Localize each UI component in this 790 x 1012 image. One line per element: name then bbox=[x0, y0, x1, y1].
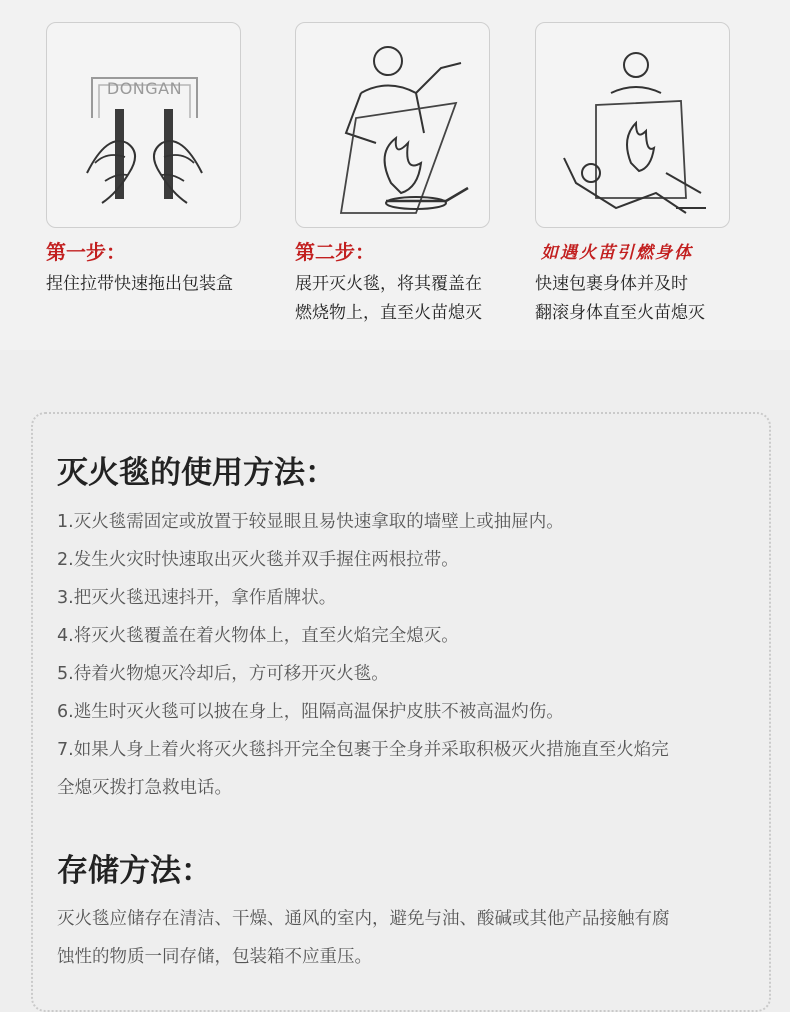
step-1-illustration bbox=[46, 22, 241, 228]
storage-heading: 存储方法： bbox=[57, 853, 212, 889]
list-item: 5.待着火物熄灭冷却后，方可移开灭火毯。 bbox=[57, 664, 389, 684]
list-item: 全熄灭拨打急救电话。 bbox=[57, 778, 232, 798]
list-item: 2.发生火灾时快速取出灭火毯并双手握住两根拉带。 bbox=[57, 550, 459, 570]
hands-pull-straps-icon bbox=[47, 23, 241, 228]
step-3-title: 如遇火苗引燃身体 bbox=[541, 243, 693, 263]
step-2-desc: 展开灭火毯，将其覆盖在 燃烧物上，直至火苗熄灭 bbox=[295, 274, 482, 323]
box-brand-text: DONGAN bbox=[106, 79, 183, 98]
step-1-desc: 捏住拉带快速拖出包装盒 bbox=[46, 274, 233, 294]
list-item: 6.逃生时灭火毯可以披在身上，阻隔高温保护皮肤不被高温灼伤。 bbox=[57, 702, 564, 722]
list-item: 7.如果人身上着火将灭火毯抖开完全包裹于全身并采取积极灭火措施直至火焰完 bbox=[57, 740, 669, 760]
step-1-title: 第一步： bbox=[46, 240, 126, 264]
list-item: 4.将灭火毯覆盖在着火物体上，直至火焰完全熄灭。 bbox=[57, 626, 459, 646]
wrap-person-icon bbox=[536, 23, 730, 228]
step-2-title: 第二步： bbox=[295, 240, 375, 264]
list-item: 3.把灭火毯迅速抖开，拿作盾牌状。 bbox=[57, 588, 337, 608]
storage-text: 灭火毯应储存在清洁、干燥、通风的室内，避免与油、酸碱或其他产品接触有腐 蚀性的物质一同存储，包装箱不应重压。 bbox=[57, 909, 670, 967]
step-2-illustration bbox=[295, 22, 490, 228]
step-3-illustration bbox=[535, 22, 730, 228]
cover-fire-icon bbox=[296, 23, 490, 228]
step-3-desc: 快速包裹身体并及时 翻滚身体直至火苗熄灭 bbox=[535, 274, 705, 323]
usage-heading: 灭火毯的使用方法： bbox=[57, 455, 336, 491]
list-item: 1.灭火毯需固定或放置于较显眼且易快速拿取的墙壁上或抽屉内。 bbox=[57, 512, 564, 532]
usage-list bbox=[57, 503, 757, 807]
